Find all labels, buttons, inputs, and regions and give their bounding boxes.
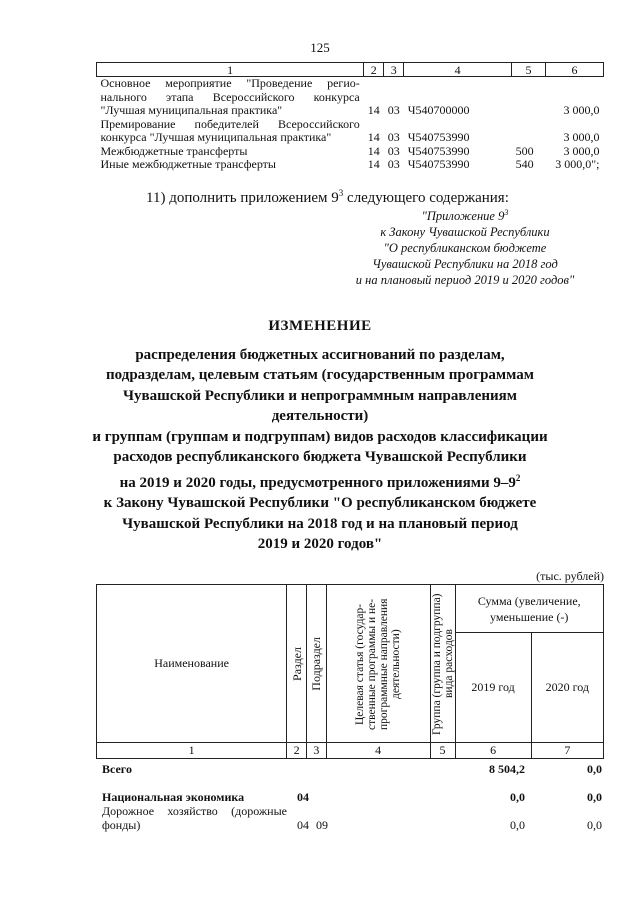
appendix-line: Чувашской Республики на 2018 год — [372, 257, 558, 272]
appendix-line: "Приложение 9 — [421, 209, 505, 224]
header-razdel: Раздел — [289, 646, 304, 681]
col-number: 6 — [546, 63, 604, 77]
col-number: 6 — [455, 743, 531, 759]
title-line: подразделам, целевым статьям (государственным программам — [106, 367, 534, 383]
razdel-cell: 14 — [367, 157, 380, 171]
document-title — [80, 316, 560, 555]
cs-cell: Ч540700000 — [407, 103, 470, 117]
vr-cell: 540 — [515, 157, 534, 171]
value-2019: 0,0 — [510, 790, 525, 804]
cs-cell: Ч540753990 — [407, 130, 470, 144]
podrazdel-cell: 03 — [387, 157, 400, 171]
instruction-tail: следующего содержания: — [343, 190, 509, 206]
col-number: 7 — [531, 743, 603, 759]
value-2020: 0,0 — [587, 818, 602, 832]
cs-cell: Ч540753990 — [407, 143, 470, 158]
value-2019: 0,0 — [510, 818, 525, 832]
podrazdel-cell: 03 — [387, 103, 400, 117]
vr-cell — [512, 118, 546, 145]
col-number: 3 — [307, 743, 327, 759]
row-name — [102, 804, 287, 819]
podrazdel-cell: 03 — [387, 143, 400, 158]
header-vr-cell — [430, 585, 455, 743]
sum-cell: 3 000,0 — [563, 130, 600, 144]
title-line: Чувашской Республики на 2018 год и на плановый период — [122, 515, 518, 532]
row-name-line: Иные межбюджетные трансферты — [100, 157, 276, 171]
col-number: 5 — [512, 63, 546, 77]
col-number: 2 — [364, 63, 384, 77]
col-number: 2 — [287, 743, 307, 759]
podrazdel-cell: 03 — [387, 130, 400, 144]
table-row-total — [96, 762, 604, 776]
title-line: 2019 и 2020 годов" — [257, 536, 383, 552]
row-name-line: Основное мероприятие "Проведение регио- — [100, 76, 360, 90]
cs-cell: Ч540753990 — [407, 157, 470, 171]
header-2019: 2019 год — [455, 633, 531, 743]
podrazdel-cell: 09 — [316, 818, 328, 832]
row-name-line: Дорожное хозяйство (дорожные — [102, 804, 287, 818]
table-row — [97, 77, 604, 118]
vr-cell — [512, 77, 546, 118]
sum-cell: 3 000,0 — [563, 103, 600, 117]
header-sum: Сумма (увеличение, уменьшение (-) — [455, 585, 604, 633]
appendix-header — [330, 205, 600, 288]
col-number: 1 — [97, 63, 364, 77]
instruction-sup: 3 — [338, 188, 344, 198]
header-cs-cell — [326, 585, 430, 743]
title-line: на 2019 и 2020 годы, предусмотренного приложениями 9–9 — [119, 474, 516, 491]
title-line: распределения бюджетных ассигнований по разделам, — [135, 346, 505, 363]
sum-cell: 3 000,0 — [563, 143, 600, 158]
column-number-row — [97, 743, 604, 759]
table-row-national-economy — [96, 790, 604, 804]
sum-cell: 3 000,0"; — [555, 157, 600, 171]
table-row — [97, 145, 604, 159]
row-name-line: Премирование победителей Всероссийского — [100, 116, 360, 131]
razdel-cell: 14 — [367, 130, 380, 144]
razdel-cell: 14 — [367, 103, 380, 117]
allocation-table-header — [96, 584, 604, 759]
title-sup: 2 — [515, 472, 521, 483]
appendix-line: и на плановый период 2019 и 2020 годов" — [355, 273, 575, 288]
razdel-cell: 04 — [297, 790, 309, 804]
header-podrazdel-cell — [307, 585, 327, 743]
col-number: 5 — [430, 743, 455, 759]
units-note: (тыс. рублей) — [536, 569, 604, 583]
razdel-cell: 14 — [367, 143, 380, 158]
value-2019: 8 504,2 — [489, 762, 525, 776]
vr-cell: 500 — [515, 143, 534, 158]
row-name-line: нального этапа Всероссийского конкурса — [100, 89, 360, 104]
table-row-road-funds — [96, 804, 604, 832]
header-podrazdel: Подраздел — [309, 636, 324, 691]
row-name-line: фонды) — [102, 818, 141, 832]
row-name-line: Межбюджетные трансферты — [100, 143, 248, 158]
table-row — [97, 158, 604, 172]
row-name-line: "Лучшая муниципальная практика" — [100, 103, 283, 117]
header-vr: Группа (группа и подгруппа) вида расходов — [430, 592, 455, 735]
value-2020: 0,0 — [587, 762, 602, 776]
header-name: Наименование — [97, 585, 287, 743]
header-razdel-cell — [287, 585, 307, 743]
header-cs: Целевая статья (государ-ственные программы и не-программные направления деятельности) — [354, 597, 403, 730]
razdel-cell: 04 — [297, 818, 309, 832]
col-number: 1 — [97, 743, 287, 759]
appendix-line: "О республиканском бюджете — [383, 241, 547, 256]
col-number: 3 — [384, 63, 404, 77]
header-2020: 2020 год — [531, 633, 603, 743]
row-name: Национальная экономика — [102, 790, 245, 804]
title-line: к Закону Чувашской Республики "О республиканском бюджете — [103, 495, 537, 511]
row-name: Всего — [102, 762, 132, 776]
title-line: Чувашской Республики и непрограммным направлениям деятельности) — [122, 387, 517, 424]
row-name-line: конкурса "Лучшая муниципальная практика" — [100, 130, 332, 144]
instruction-text: 11) дополнить приложением 9 — [146, 190, 339, 206]
page-number: 125 — [310, 40, 330, 55]
title-line: расходов республиканского бюджета Чувашской Республики — [113, 449, 527, 465]
title-heading: ИЗМЕНЕНИЕ — [268, 318, 372, 334]
col-number: 4 — [404, 63, 512, 77]
title-line: и группам (группам и подгруппам) видов расходов классификации — [92, 428, 548, 445]
continuation-table — [96, 62, 604, 172]
table-row — [97, 118, 604, 145]
appendix-sup: 3 — [504, 208, 509, 217]
value-2020: 0,0 — [587, 790, 602, 804]
appendix-line: к Закону Чувашской Республики — [380, 225, 550, 240]
column-number-row — [97, 63, 604, 77]
col-number: 4 — [326, 743, 430, 759]
